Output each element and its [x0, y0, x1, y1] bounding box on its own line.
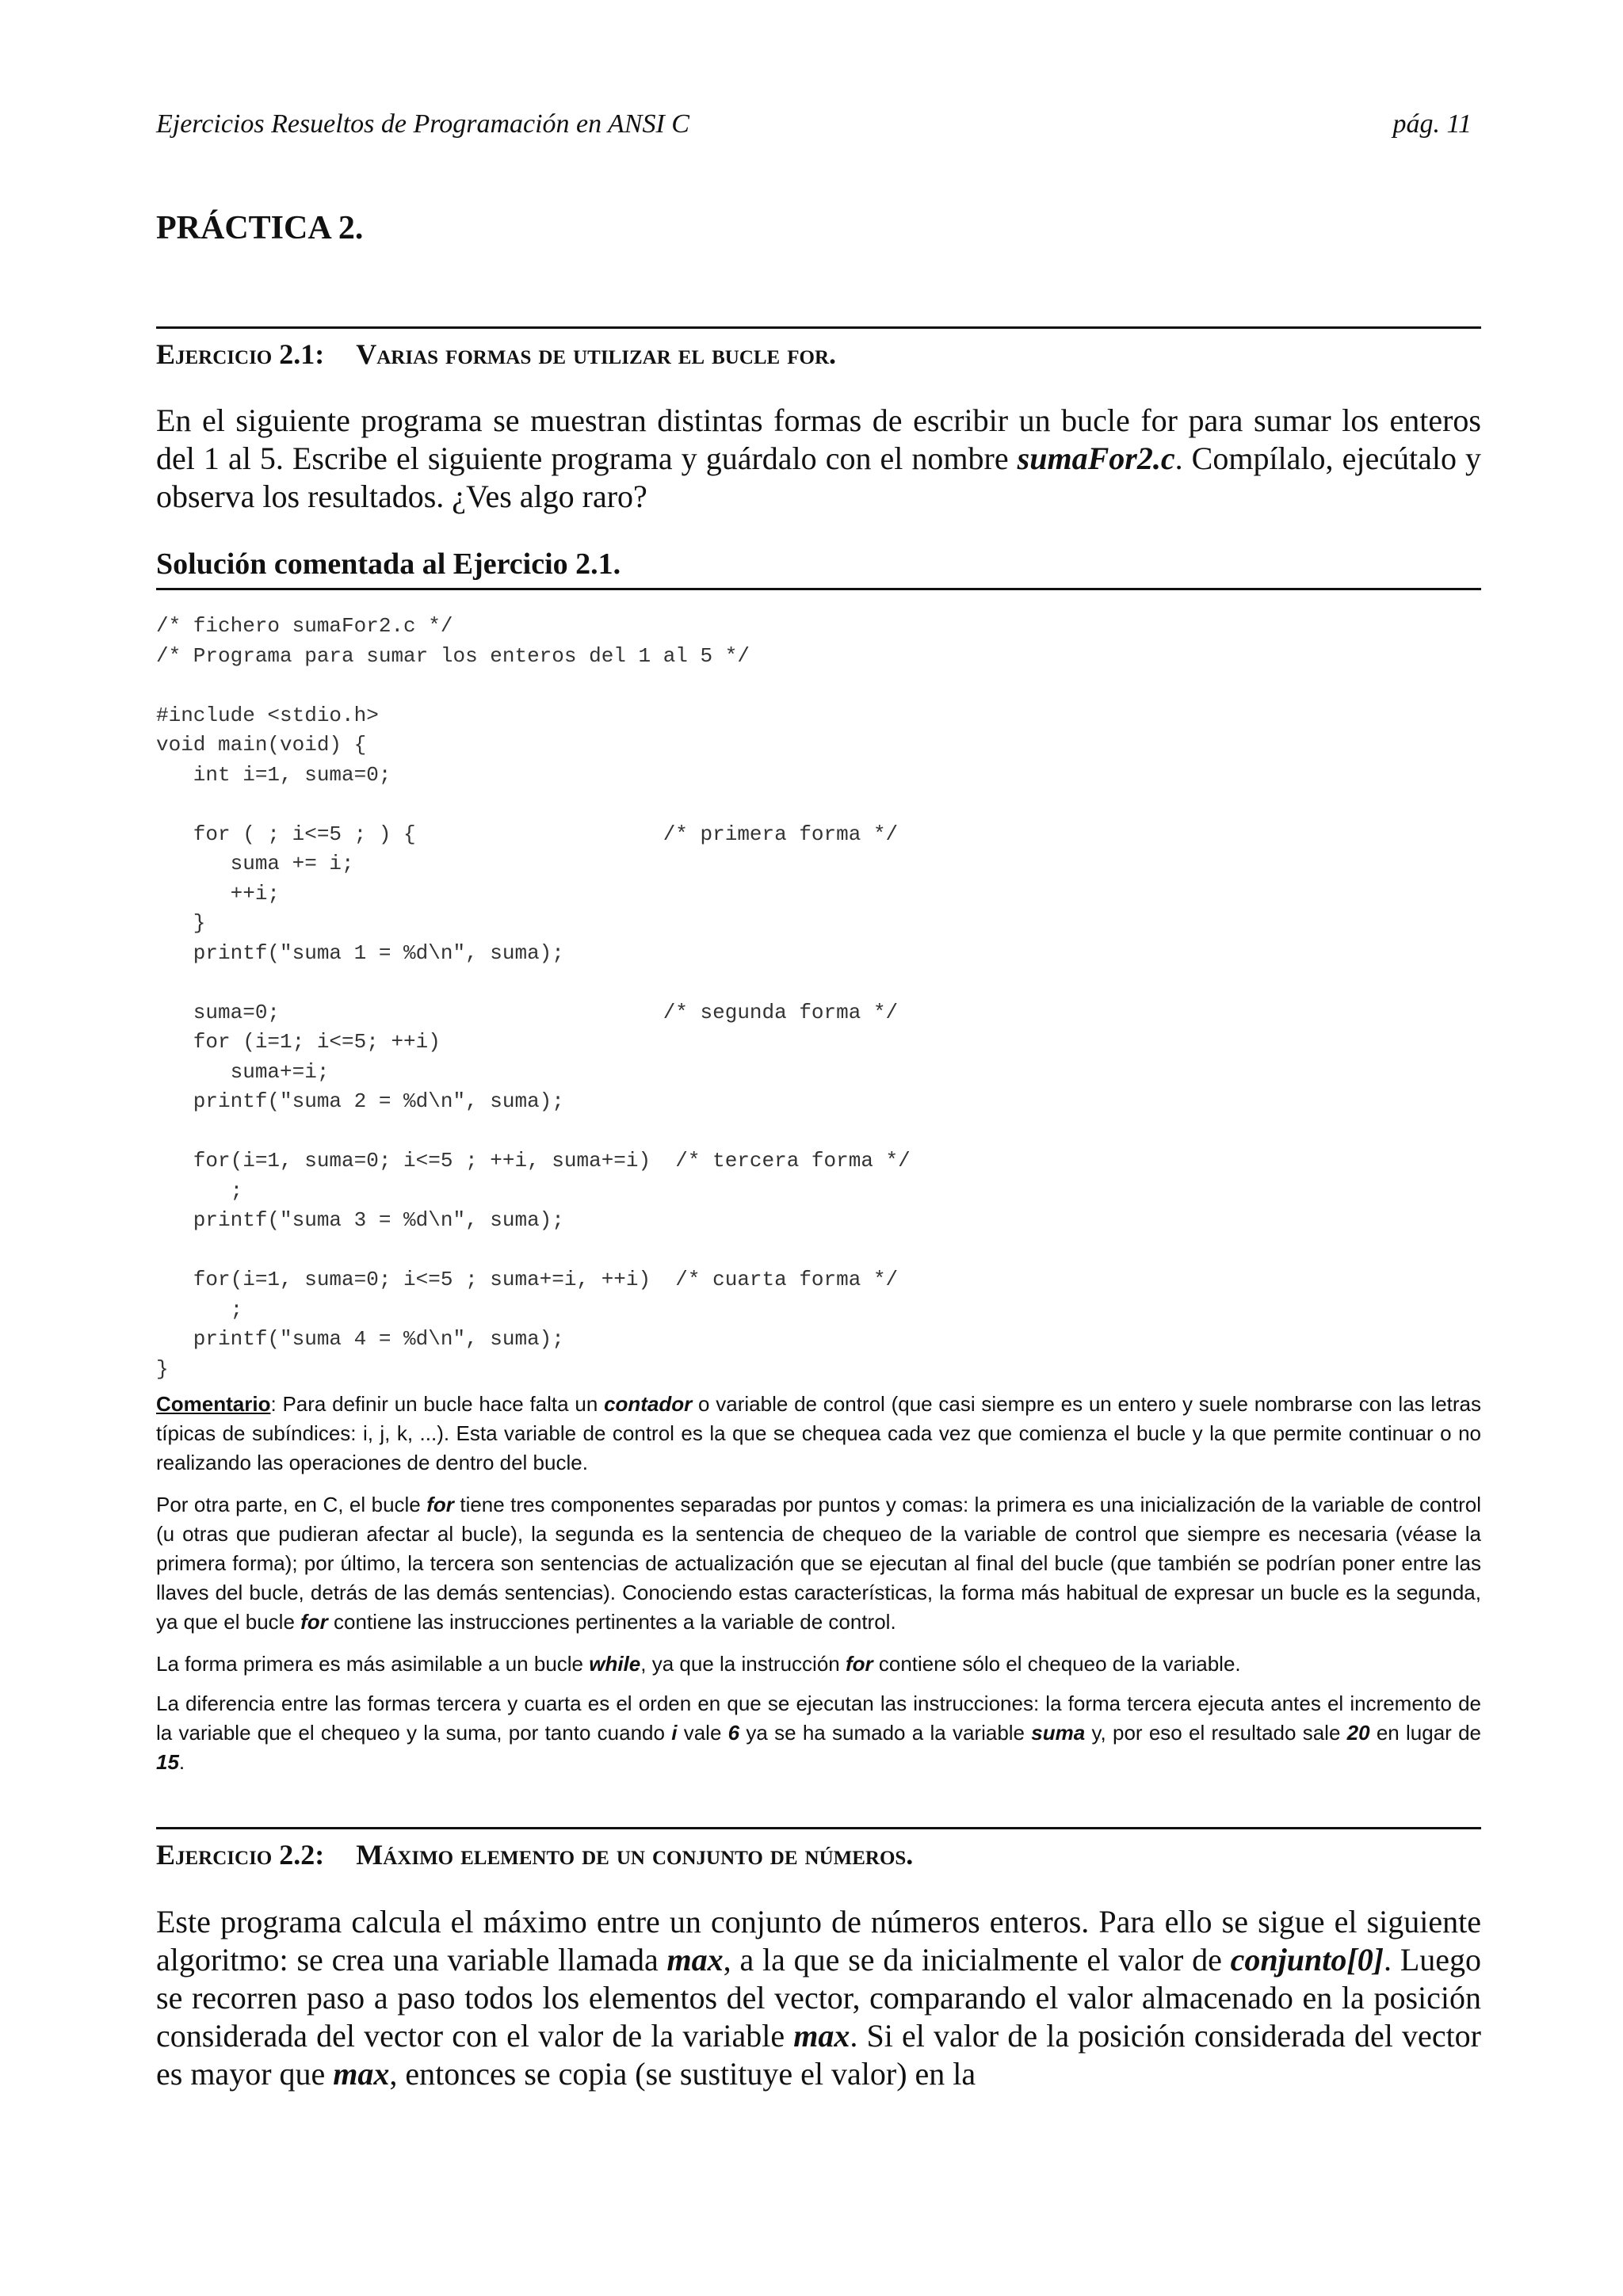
exercise-2-1-heading [156, 338, 836, 371]
running-header [156, 109, 1472, 139]
header-page-number: pág. 11 [1392, 109, 1472, 139]
exercise-title: Varias formas de utilizar el bucle for. [356, 338, 836, 370]
practice-title: PRÁCTICA 2. [156, 210, 364, 246]
section-rule [156, 1827, 1481, 1829]
exercise-2-2-heading [156, 1838, 913, 1871]
comment-paragraph-2: Por otra parte, en C, el bucle for tiene tres componentes separadas por puntos y comas: la primera es una inicialización de la variable de control (u otras que pudieran afectar al bucle), la segunda es la sentencia de chequeo de la variable de control que siempre es necesaria (véase la primera forma); por último, la tercera son sentencias de actualización que se ejecutan al final del bucle (que también se podrían poner entre las llaves del bucle, detrás de las demás sentencias). Conociendo estas características, la forma más habitual de expresar un bucle es la segunda, ya que el bucle for contiene las instrucciones pertinentes a la variable de control. [156, 1493, 1482, 1634]
exercise-title: Máximo elemento de un conjunto de números. [356, 1839, 914, 1871]
exercise-2-2-text: Este programa calcula el máximo entre un conjunto de números enteros. Para ello se sigue el siguiente algoritmo: se crea una variable llamada max, a la que se da inicialmente el valor de conjunto[0]. Luego se recorren paso a paso todos los elementos del vector, comparando el valor almacenado en la posición considerada del vector con el valor de la variable max. Si el valor de la posición considerada del vector es mayor que max, entonces se copia (se sustituye el valor) en la [156, 1904, 1482, 2092]
comment-paragraph-3: La forma primera es más asimilable a un bucle while, ya que la instrucción for contiene sólo el chequeo de la variable. [156, 1652, 1241, 1676]
exercise-2-1-intro: En el siguiente programa se muestran distintas formas de escribir un bucle for para sumar los enteros del 1 al 5. Escribe el siguiente programa y guárdalo con el nombre sumaFor2.c. Compílalo, ejecútalo y observa los resultados. ¿Ves algo raro? [156, 402, 1481, 514]
solution-title: Solución comentada al Ejercicio 2.1. [156, 547, 621, 581]
file-name: sumaFor2.c [1017, 441, 1175, 476]
code-listing: /* fichero sumaFor2.c */ /* Programa para sumar los enteros del 1 al 5 */ #include <stdio.h> void main(void) { int i=1, suma=0; for ( ; i<=5 ; ) { /* primera forma */ suma += i; ++i; } printf("suma 1 = %d\n", suma); suma=0; /* segunda forma */ for (i=1; i<=5; ++i) suma+=i; printf("suma 2 = %d\n", suma); for(i=1, suma=0; i<=5 ; ++i, suma+=i) /* tercera forma */ ; printf("suma 3 = %d\n", suma); for(i=1, suma=0; i<=5 ; suma+=i, ++i) /* cuarta forma */ ; printf("suma 4 = %d\n", suma); } [156, 614, 911, 1381]
comment-paragraph-1: Comentario: Para definir un bucle hace falta un contador o variable de control (que casi siempre es un entero y suele nombrarse con las letras típicas de subíndices: i, j, k, ...). Esta variable de control es la que se chequea cada vez que comienza el bucle y la que permite continuar o no realizando las operaciones de dentro del bucle. [156, 1392, 1481, 1474]
exercise-label: Ejercicio 2.2: [156, 1839, 325, 1871]
comment-paragraph-4: La diferencia entre las formas tercera y cuarta es el orden en que se ejecutan las instrucciones: la forma tercera ejecuta antes el incremento de la variable que el chequeo y la suma, por tanto cuando i vale 6 ya se ha sumado a la variable suma y, por eso el resultado sale 20 en lugar de 15. [156, 1691, 1481, 1774]
exercise-label: Ejercicio 2.1: [156, 338, 325, 370]
section-rule [156, 326, 1481, 329]
solution-rule [156, 588, 1481, 590]
header-book-title: Ejercicios Resueltos de Programación en ANSI C [156, 109, 689, 139]
comment-label: Comentario [156, 1392, 271, 1416]
